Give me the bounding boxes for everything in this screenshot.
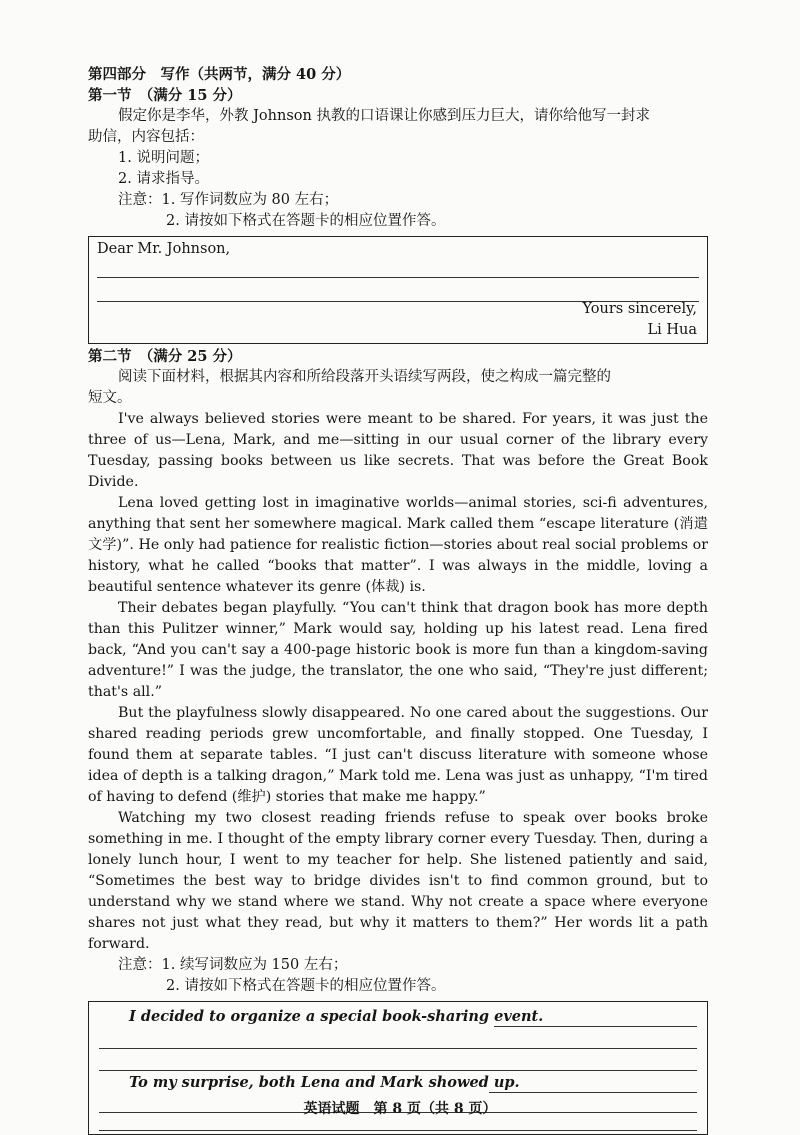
part1-heading: 第一节 （满分 15 分） <box>88 87 242 104</box>
story-paragraph: I've always believed stories were meant to be shared. For years, it was just the three of us—Lena, Mark, and me—sitting in our usual corner of the library every Tuesday, passing books between us like secrets. That was before the Great Book Divide. <box>88 411 708 490</box>
story-paragraph: Their debates began playfully. “You can't think that dragon book has more depth than this Pulitzer winner,” Mark would say, holding up his latest read. Lena fired back, “And you can't say a 400-page historic book is more fun than a kingdom-saving adventure!” I was the judge, the translator, the one who said, “They're just different; that's all.” <box>88 600 708 700</box>
part1-prompt-line1: 假定你是李华，外教 Johnson 执教的口语课让你感到压力巨大，请你给他写一封求 <box>118 108 650 124</box>
exam-page <box>88 64 708 1135</box>
writing-line <box>99 1070 697 1071</box>
part1-note2: 2. 请按如下格式在答题卡的相应位置作答。 <box>166 213 446 229</box>
section-heading: 第四部分 写作（共两节，满分 40 分） <box>88 66 351 83</box>
part2-note2: 2. 请按如下格式在答题卡的相应位置作答。 <box>166 978 446 994</box>
part2-heading: 第二节 （满分 25 分） <box>88 348 242 365</box>
part1-note1: 注意：1. 写作词数应为 80 左右； <box>118 192 339 208</box>
part2-prompt-line2: 短文。 <box>88 390 132 406</box>
part1-item1: 1. 说明问题； <box>118 150 209 166</box>
writing-line <box>99 1130 697 1131</box>
letter-greeting: Dear Mr. Johnson, <box>97 241 231 257</box>
letter-closing <box>582 299 697 341</box>
writing-line <box>489 1092 697 1093</box>
story-paragraph: But the playfulness slowly disappeared. No one cared about the suggestions. Our shared reading periods grew uncomfortable, and finally stopped. One Tuesday, I found them at separate tables. “I just can't discuss literature with someone whose idea of depth is a talking dragon,” Mark told me. Lena was just as unhappy, “I'm tired of having to defend (维护) stories that make me happy.” <box>88 705 708 805</box>
starter-sentence-1: I decided to organize a special book-sharing event. <box>129 1008 544 1025</box>
letter-answer-box[interactable] <box>88 236 708 344</box>
closing-sincerely: Yours sincerely, <box>582 301 697 317</box>
starter-sentence-2: To my surprise, both Lena and Mark showed up. <box>129 1074 520 1091</box>
writing-line <box>99 1048 697 1049</box>
part2-prompt-line1: 阅读下面材料，根据其内容和所给段落开头语续写两段，使之构成一篇完整的 <box>118 369 611 385</box>
part1-prompt-line2: 助信，内容包括： <box>88 129 204 145</box>
writing-line <box>494 1026 697 1027</box>
closing-name: Li Hua <box>647 322 697 338</box>
writing-line <box>97 277 699 278</box>
story-paragraph: Lena loved getting lost in imaginative worlds—animal stories, sci-fi adventures, anything that sent her somewhere magical. Mark called them “escape literature (消遣文学)”. He only had patience for realistic fiction—stories about real social problems or history, what he called “books that matter”. I was always in the middle, loving a beautiful sentence whatever its genre (体裁) is. <box>88 495 708 595</box>
part1-item2: 2. 请求指导。 <box>118 171 209 187</box>
page-footer: 英语试题 第 8 页（共 8 页） <box>303 1101 497 1117</box>
part2-note1: 注意：1. 续写词数应为 150 左右； <box>118 957 348 973</box>
story-paragraph: Watching my two closest reading friends refuse to speak over books broke something in me. I thought of the empty library corner every Tuesday. Then, during a lonely lunch hour, I went to my teacher for help. She listened patiently and said, “Sometimes the best way to bridge divides isn't to find common ground, but to understand why we stand where we stand. Why not create a space where everyone shares not just what they read, but why it matters to them?” Her words lit a path forward. <box>88 810 708 952</box>
